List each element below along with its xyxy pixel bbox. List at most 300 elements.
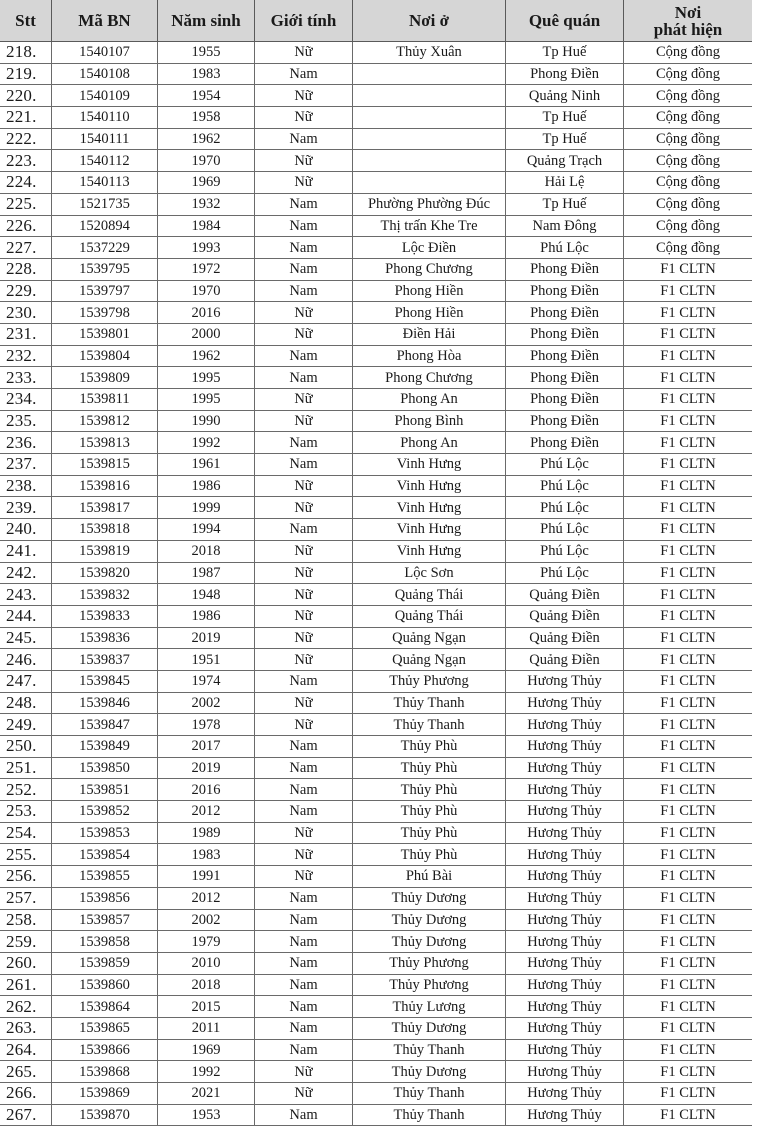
cell-ma-bn: 1539845 (52, 670, 158, 692)
cell-ma-bn: 1539811 (52, 389, 158, 411)
cell-que-quan: Hương Thủy (506, 952, 624, 974)
cell-gioi-tinh: Nữ (255, 475, 353, 497)
table-header-row (0, 0, 753, 42)
cell-que-quan: Hương Thủy (506, 1104, 624, 1126)
cell-que-quan: Hương Thủy (506, 866, 624, 888)
cell-que-quan: Hương Thủy (506, 736, 624, 758)
cell-noi-o: Thủy Phù (353, 779, 506, 801)
table-row (0, 1017, 753, 1039)
cell-nam-sinh: 1958 (158, 107, 255, 129)
cell-noi-phat-hien: Cộng đồng (624, 172, 753, 194)
cell-nam-sinh: 1932 (158, 193, 255, 215)
cell-gioi-tinh: Nữ (255, 150, 353, 172)
table-row (0, 237, 753, 259)
cell-nam-sinh: 1991 (158, 866, 255, 888)
cell-gioi-tinh: Nữ (255, 692, 353, 714)
cell-nam-sinh: 1995 (158, 389, 255, 411)
cell-noi-o: Thủy Dương (353, 909, 506, 931)
cell-gioi-tinh: Nữ (255, 649, 353, 671)
cell-nam-sinh: 2021 (158, 1083, 255, 1105)
cell-nam-sinh: 2002 (158, 909, 255, 931)
cell-gioi-tinh: Nữ (255, 627, 353, 649)
cell-que-quan: Hương Thủy (506, 1083, 624, 1105)
cell-nam-sinh: 1953 (158, 1104, 255, 1126)
cell-noi-o: Vinh Hưng (353, 519, 506, 541)
cell-stt: 241. (0, 540, 52, 562)
table-row (0, 258, 753, 280)
cell-ma-bn: 1539852 (52, 801, 158, 823)
cell-noi-phat-hien: F1 CLTN (624, 779, 753, 801)
cell-que-quan: Phong Điền (506, 323, 624, 345)
cell-stt: 232. (0, 345, 52, 367)
cell-que-quan: Hương Thủy (506, 996, 624, 1018)
cell-nam-sinh: 1984 (158, 215, 255, 237)
header-noi-o: Nơi ở (353, 0, 506, 42)
cell-noi-o (353, 107, 506, 129)
table-row (0, 822, 753, 844)
cell-noi-o: Quảng Ngạn (353, 649, 506, 671)
cell-ma-bn: 1540107 (52, 42, 158, 64)
cell-que-quan: Tp Huế (506, 193, 624, 215)
cell-nam-sinh: 1995 (158, 367, 255, 389)
table-row (0, 193, 753, 215)
cell-noi-phat-hien: F1 CLTN (624, 887, 753, 909)
table-row (0, 605, 753, 627)
cell-nam-sinh: 1974 (158, 670, 255, 692)
cell-stt: 240. (0, 519, 52, 541)
cell-noi-phat-hien: F1 CLTN (624, 519, 753, 541)
table-row (0, 974, 753, 996)
cell-que-quan: Quảng Ninh (506, 85, 624, 107)
cell-noi-phat-hien: F1 CLTN (624, 562, 753, 584)
table-row (0, 909, 753, 931)
cell-gioi-tinh: Nam (255, 215, 353, 237)
cell-noi-phat-hien: F1 CLTN (624, 952, 753, 974)
cell-noi-o: Phường Phường Đúc (353, 193, 506, 215)
cell-noi-o: Thủy Thanh (353, 692, 506, 714)
cell-que-quan: Hương Thủy (506, 1061, 624, 1083)
cell-noi-phat-hien: Cộng đồng (624, 63, 753, 85)
cell-gioi-tinh: Nam (255, 128, 353, 150)
cell-gioi-tinh: Nam (255, 1017, 353, 1039)
cell-que-quan: Phú Lộc (506, 454, 624, 476)
cell-stt: 223. (0, 150, 52, 172)
cell-nam-sinh: 1951 (158, 649, 255, 671)
cell-gioi-tinh: Nữ (255, 497, 353, 519)
table-row (0, 63, 753, 85)
cell-noi-o: Phong Hòa (353, 345, 506, 367)
header-noi-phat-hien-line2: phát hiện (653, 19, 723, 39)
cell-noi-phat-hien: F1 CLTN (624, 345, 753, 367)
cell-que-quan: Hương Thủy (506, 757, 624, 779)
table-row (0, 584, 753, 606)
cell-nam-sinh: 1948 (158, 584, 255, 606)
cell-noi-phat-hien: F1 CLTN (624, 866, 753, 888)
cell-noi-o: Thủy Lương (353, 996, 506, 1018)
cell-noi-o: Vinh Hưng (353, 454, 506, 476)
cell-nam-sinh: 2016 (158, 302, 255, 324)
cell-noi-phat-hien: Cộng đồng (624, 128, 753, 150)
cell-stt: 256. (0, 866, 52, 888)
cell-stt: 262. (0, 996, 52, 1018)
cell-gioi-tinh: Nam (255, 670, 353, 692)
cell-ma-bn: 1539853 (52, 822, 158, 844)
cell-noi-o (353, 150, 506, 172)
cell-stt: 226. (0, 215, 52, 237)
cell-ma-bn: 1539836 (52, 627, 158, 649)
cell-stt: 254. (0, 822, 52, 844)
cell-stt: 249. (0, 714, 52, 736)
table-row (0, 952, 753, 974)
cell-noi-o: Phong Chương (353, 367, 506, 389)
cell-stt: 250. (0, 736, 52, 758)
cell-noi-phat-hien: F1 CLTN (624, 627, 753, 649)
cell-nam-sinh: 2015 (158, 996, 255, 1018)
header-nam-sinh: Năm sinh (158, 0, 255, 42)
table-row (0, 757, 753, 779)
table-row (0, 107, 753, 129)
cell-noi-phat-hien: F1 CLTN (624, 540, 753, 562)
table-row (0, 540, 753, 562)
cell-noi-phat-hien: Cộng đồng (624, 85, 753, 107)
table-body (0, 42, 753, 1126)
cell-ma-bn: 1539795 (52, 258, 158, 280)
cell-gioi-tinh: Nam (255, 454, 353, 476)
cell-ma-bn: 1537229 (52, 237, 158, 259)
header-que-quan: Quê quán (506, 0, 624, 42)
cell-noi-phat-hien: F1 CLTN (624, 670, 753, 692)
cell-ma-bn: 1539820 (52, 562, 158, 584)
cell-noi-phat-hien: F1 CLTN (624, 280, 753, 302)
header-ma-bn: Mã BN (52, 0, 158, 42)
cell-que-quan: Hương Thủy (506, 1017, 624, 1039)
cell-gioi-tinh: Nữ (255, 822, 353, 844)
table-row (0, 475, 753, 497)
cell-nam-sinh: 2010 (158, 952, 255, 974)
cell-noi-o: Phong Hiền (353, 280, 506, 302)
cell-que-quan: Phong Điền (506, 410, 624, 432)
cell-gioi-tinh: Nam (255, 801, 353, 823)
cell-gioi-tinh: Nam (255, 432, 353, 454)
cell-noi-o: Quảng Ngạn (353, 627, 506, 649)
cell-que-quan: Phong Điền (506, 389, 624, 411)
cell-ma-bn: 1539846 (52, 692, 158, 714)
cell-noi-o (353, 63, 506, 85)
cell-nam-sinh: 1986 (158, 605, 255, 627)
cell-noi-o (353, 85, 506, 107)
cell-gioi-tinh: Nữ (255, 42, 353, 64)
table-row (0, 150, 753, 172)
cell-gioi-tinh: Nữ (255, 389, 353, 411)
cell-que-quan: Phong Điền (506, 432, 624, 454)
cell-noi-o: Vinh Hưng (353, 497, 506, 519)
cell-noi-phat-hien: F1 CLTN (624, 736, 753, 758)
cell-que-quan: Hương Thủy (506, 844, 624, 866)
cell-gioi-tinh: Nữ (255, 410, 353, 432)
table-row (0, 562, 753, 584)
cell-ma-bn: 1539870 (52, 1104, 158, 1126)
cell-nam-sinh: 1970 (158, 150, 255, 172)
cell-ma-bn: 1539849 (52, 736, 158, 758)
cell-gioi-tinh: Nam (255, 974, 353, 996)
cell-stt: 239. (0, 497, 52, 519)
cell-gioi-tinh: Nam (255, 952, 353, 974)
cell-noi-o: Phú Bài (353, 866, 506, 888)
cell-noi-phat-hien: F1 CLTN (624, 454, 753, 476)
table-row (0, 42, 753, 64)
table-row (0, 692, 753, 714)
cell-que-quan: Nam Đông (506, 215, 624, 237)
cell-que-quan: Phong Điền (506, 63, 624, 85)
cell-nam-sinh: 2002 (158, 692, 255, 714)
cell-ma-bn: 1539817 (52, 497, 158, 519)
cell-ma-bn: 1539847 (52, 714, 158, 736)
cell-nam-sinh: 2012 (158, 887, 255, 909)
cell-noi-phat-hien: F1 CLTN (624, 974, 753, 996)
cell-que-quan: Hương Thủy (506, 779, 624, 801)
cell-noi-o: Thủy Xuân (353, 42, 506, 64)
table-row (0, 844, 753, 866)
cell-que-quan: Hương Thủy (506, 909, 624, 931)
cell-gioi-tinh: Nam (255, 996, 353, 1018)
cell-nam-sinh: 1999 (158, 497, 255, 519)
cell-gioi-tinh: Nam (255, 193, 353, 215)
cell-nam-sinh: 2000 (158, 323, 255, 345)
cell-ma-bn: 1521735 (52, 193, 158, 215)
cell-nam-sinh: 2018 (158, 974, 255, 996)
cell-stt: 263. (0, 1017, 52, 1039)
cell-stt: 231. (0, 323, 52, 345)
cell-stt: 260. (0, 952, 52, 974)
cell-ma-bn: 1540108 (52, 63, 158, 85)
cell-que-quan: Hương Thủy (506, 692, 624, 714)
cell-noi-o: Phong Chương (353, 258, 506, 280)
cell-noi-o: Thủy Phương (353, 952, 506, 974)
cell-noi-phat-hien: F1 CLTN (624, 1104, 753, 1126)
cell-gioi-tinh: Nữ (255, 540, 353, 562)
cell-que-quan: Hương Thủy (506, 1039, 624, 1061)
cell-gioi-tinh: Nam (255, 519, 353, 541)
cell-que-quan: Phong Điền (506, 258, 624, 280)
cell-que-quan: Phong Điền (506, 280, 624, 302)
cell-noi-o: Thủy Phù (353, 736, 506, 758)
cell-stt: 234. (0, 389, 52, 411)
cell-gioi-tinh: Nữ (255, 584, 353, 606)
cell-stt: 261. (0, 974, 52, 996)
cell-que-quan: Phú Lộc (506, 237, 624, 259)
cell-gioi-tinh: Nam (255, 779, 353, 801)
cell-stt: 229. (0, 280, 52, 302)
cell-que-quan: Phú Lộc (506, 519, 624, 541)
cell-noi-phat-hien: Cộng đồng (624, 150, 753, 172)
cell-noi-phat-hien: Cộng đồng (624, 193, 753, 215)
cell-gioi-tinh: Nữ (255, 172, 353, 194)
cell-stt: 264. (0, 1039, 52, 1061)
cell-stt: 242. (0, 562, 52, 584)
cell-nam-sinh: 1962 (158, 345, 255, 367)
cell-stt: 244. (0, 605, 52, 627)
cell-gioi-tinh: Nam (255, 1104, 353, 1126)
cell-noi-phat-hien: Cộng đồng (624, 237, 753, 259)
page-margin (752, 0, 763, 1135)
cell-noi-o: Phong Bình (353, 410, 506, 432)
cell-stt: 265. (0, 1061, 52, 1083)
cell-noi-phat-hien: F1 CLTN (624, 323, 753, 345)
table-row (0, 302, 753, 324)
table-row (0, 410, 753, 432)
cell-nam-sinh: 2019 (158, 757, 255, 779)
cell-noi-phat-hien: F1 CLTN (624, 584, 753, 606)
cell-ma-bn: 1539809 (52, 367, 158, 389)
cell-que-quan: Quảng Điền (506, 627, 624, 649)
cell-que-quan: Hương Thủy (506, 714, 624, 736)
cell-noi-phat-hien: F1 CLTN (624, 410, 753, 432)
cell-que-quan: Phong Điền (506, 302, 624, 324)
cell-noi-o: Thủy Phù (353, 801, 506, 823)
cell-gioi-tinh: Nữ (255, 562, 353, 584)
table-row (0, 1061, 753, 1083)
cell-gioi-tinh: Nữ (255, 844, 353, 866)
cell-stt: 238. (0, 475, 52, 497)
cell-noi-o: Thủy Phương (353, 974, 506, 996)
cell-que-quan: Tp Huế (506, 128, 624, 150)
cell-ma-bn: 1539832 (52, 584, 158, 606)
cell-nam-sinh: 1969 (158, 172, 255, 194)
cell-noi-o: Thủy Dương (353, 887, 506, 909)
cell-noi-phat-hien: F1 CLTN (624, 1039, 753, 1061)
cell-stt: 222. (0, 128, 52, 150)
cell-ma-bn: 1539864 (52, 996, 158, 1018)
cell-stt: 224. (0, 172, 52, 194)
cell-noi-o: Thủy Phù (353, 844, 506, 866)
table-row (0, 801, 753, 823)
cell-stt: 255. (0, 844, 52, 866)
cell-que-quan: Phú Lộc (506, 540, 624, 562)
cell-gioi-tinh: Nam (255, 258, 353, 280)
cell-ma-bn: 1539858 (52, 931, 158, 953)
cell-gioi-tinh: Nam (255, 63, 353, 85)
cell-gioi-tinh: Nam (255, 1039, 353, 1061)
table-row (0, 345, 753, 367)
cell-noi-o: Phong An (353, 432, 506, 454)
cell-que-quan: Quảng Điền (506, 584, 624, 606)
cell-ma-bn: 1539859 (52, 952, 158, 974)
cell-stt: 237. (0, 454, 52, 476)
header-stt: Stt (0, 0, 52, 42)
cell-noi-phat-hien: F1 CLTN (624, 801, 753, 823)
cell-stt: 259. (0, 931, 52, 953)
cell-gioi-tinh: Nữ (255, 1061, 353, 1083)
cell-nam-sinh: 1992 (158, 1061, 255, 1083)
cell-nam-sinh: 1986 (158, 475, 255, 497)
cell-nam-sinh: 1961 (158, 454, 255, 476)
cell-nam-sinh: 1983 (158, 63, 255, 85)
table-row (0, 280, 753, 302)
table-row (0, 649, 753, 671)
cell-noi-o: Thủy Dương (353, 931, 506, 953)
cell-nam-sinh: 2016 (158, 779, 255, 801)
cell-nam-sinh: 1987 (158, 562, 255, 584)
cell-nam-sinh: 1978 (158, 714, 255, 736)
cell-noi-o: Thủy Dương (353, 1017, 506, 1039)
cell-gioi-tinh: Nam (255, 887, 353, 909)
cell-noi-phat-hien: F1 CLTN (624, 389, 753, 411)
cell-nam-sinh: 1954 (158, 85, 255, 107)
cell-nam-sinh: 1972 (158, 258, 255, 280)
table-row (0, 454, 753, 476)
cell-gioi-tinh: Nữ (255, 302, 353, 324)
cell-ma-bn: 1539854 (52, 844, 158, 866)
cell-stt: 247. (0, 670, 52, 692)
cell-noi-o: Phong An (353, 389, 506, 411)
cell-nam-sinh: 2011 (158, 1017, 255, 1039)
table-row (0, 367, 753, 389)
table-row (0, 389, 753, 411)
header-noi-phat-hien-line1: Nơi (674, 2, 702, 22)
table-row (0, 172, 753, 194)
cell-ma-bn: 1539815 (52, 454, 158, 476)
cell-stt: 218. (0, 42, 52, 64)
cell-que-quan: Tp Huế (506, 42, 624, 64)
cell-noi-phat-hien: F1 CLTN (624, 757, 753, 779)
cell-ma-bn: 1539865 (52, 1017, 158, 1039)
cell-ma-bn: 1540110 (52, 107, 158, 129)
cell-nam-sinh: 1993 (158, 237, 255, 259)
cell-noi-phat-hien: Cộng đồng (624, 215, 753, 237)
cell-stt: 221. (0, 107, 52, 129)
table-row (0, 714, 753, 736)
cell-ma-bn: 1539798 (52, 302, 158, 324)
cell-nam-sinh: 1955 (158, 42, 255, 64)
cell-que-quan: Hương Thủy (506, 887, 624, 909)
cell-ma-bn: 1539868 (52, 1061, 158, 1083)
cell-gioi-tinh: Nữ (255, 107, 353, 129)
cell-nam-sinh: 2018 (158, 540, 255, 562)
cell-stt: 267. (0, 1104, 52, 1126)
cell-gioi-tinh: Nữ (255, 714, 353, 736)
table-row (0, 85, 753, 107)
table-row (0, 736, 753, 758)
cell-que-quan: Hương Thủy (506, 822, 624, 844)
cell-stt: 246. (0, 649, 52, 671)
cell-gioi-tinh: Nữ (255, 323, 353, 345)
cell-noi-o: Quảng Thái (353, 584, 506, 606)
cell-noi-phat-hien: F1 CLTN (624, 432, 753, 454)
cell-ma-bn: 1539837 (52, 649, 158, 671)
cell-que-quan: Phú Lộc (506, 497, 624, 519)
cell-ma-bn: 1539833 (52, 605, 158, 627)
cell-ma-bn: 1520894 (52, 215, 158, 237)
table-row (0, 128, 753, 150)
cell-ma-bn: 1539797 (52, 280, 158, 302)
cell-que-quan: Hương Thủy (506, 974, 624, 996)
cell-noi-phat-hien: F1 CLTN (624, 1083, 753, 1105)
cell-ma-bn: 1539850 (52, 757, 158, 779)
cell-noi-o: Thủy Phương (353, 670, 506, 692)
cell-que-quan: Quảng Điền (506, 649, 624, 671)
cell-noi-o: Thủy Phù (353, 757, 506, 779)
cell-noi-phat-hien: F1 CLTN (624, 497, 753, 519)
cell-noi-phat-hien: F1 CLTN (624, 714, 753, 736)
cell-noi-phat-hien: F1 CLTN (624, 367, 753, 389)
cell-stt: 248. (0, 692, 52, 714)
cell-noi-o: Thủy Dương (353, 1061, 506, 1083)
cell-noi-o: Phong Hiền (353, 302, 506, 324)
cell-noi-o: Điền Hải (353, 323, 506, 345)
cell-stt: 220. (0, 85, 52, 107)
cell-gioi-tinh: Nam (255, 736, 353, 758)
table-row (0, 931, 753, 953)
